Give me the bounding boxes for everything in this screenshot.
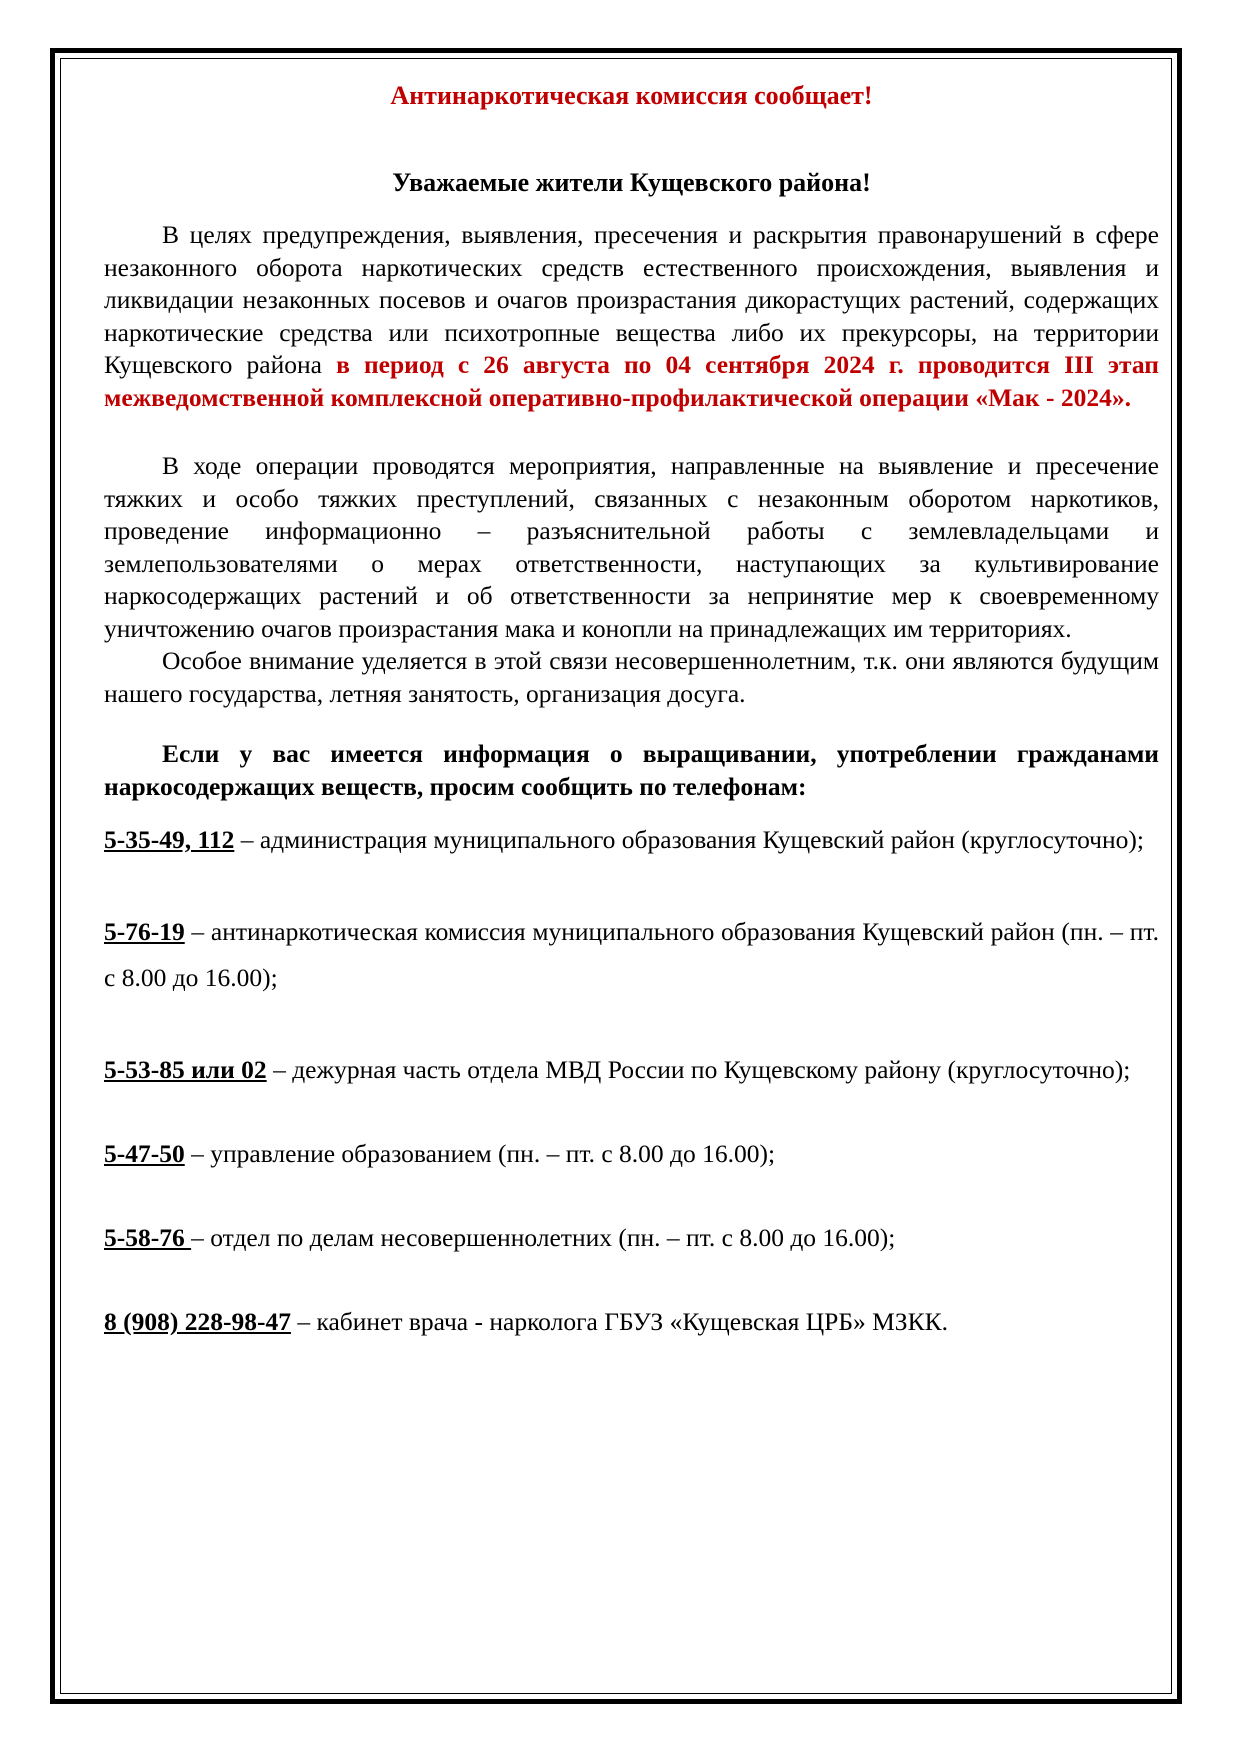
contact-description: – дежурная часть отдела МВД России по Кущевскому району (круглосуточно);	[266, 1055, 1131, 1084]
contact-item	[104, 1215, 1159, 1261]
notice-title: Антинаркотическая комиссия сообщает!	[390, 81, 873, 110]
phone-number: 5-76-19	[104, 917, 185, 946]
report-request: Если у вас имеется информация о выращивании, употреблении гражданами наркосодержащих веществ, просим сообщить по телефонам:	[104, 739, 1159, 801]
contact-description: – администрация муниципального образования Кущевский район (круглосуточно);	[234, 825, 1144, 854]
contact-item	[104, 1131, 1159, 1177]
contact-item	[104, 909, 1159, 1001]
contact-description: – управление образованием (пн. – пт. с 8.00 до 16.00);	[184, 1139, 776, 1168]
contact-item	[104, 1299, 1159, 1345]
operation-period-highlight: в период с 26 августа по 04 сентября 2024 г. проводится III этап межведомственной комплексной оперативно-профилактической операции «Мак - 2024».	[104, 350, 1159, 412]
intro-text: В целях предупреждения, выявления, пресечения и раскрытия правонарушений в сфере незаконного оборота наркотических средств естественного происхождения, выявления и ликвидации незаконных посевов и очагов произрастания дикорастущих растений, содержащих наркотические средства или психотропные вещества либо их прекурсоры, на территории Кущевского района	[104, 220, 1159, 379]
paragraph-operation-measures: В ходе операции проводятся мероприятия, направленные на выявление и пресечение тяжких и особо тяжких преступлений, связанных с незаконным оборотом наркотиков, проведение информационно – разъяснительной работы с землевладельцами и землепользователями о мерах ответственности, наступающих за культивирование наркосодержащих растений и об ответственности за непринятие мер к своевременному уничтожению очагов произрастания мака и конопли на принадлежащих им территориях.	[104, 451, 1159, 643]
contact-description: – антинаркотическая комиссия муниципального образования Кущевский район (пн. – пт. с 8.00 до 16.00);	[104, 917, 1159, 992]
notice-document	[104, 70, 1159, 1345]
phone-number: 5-35-49, 112	[104, 825, 235, 854]
contact-description: – кабинет врача - нарколога ГБУЗ «Кущевская ЦРБ» МЗКК.	[290, 1307, 948, 1336]
greeting-heading: Уважаемые жители Кущевского района!	[392, 167, 871, 197]
contact-description: – отдел по делам несовершеннолетних (пн. – пт. с 8.00 до 16.00);	[191, 1223, 896, 1252]
paragraph-minors-attention: Особое внимание уделяется в этой связи несовершеннолетним, т.к. они являются будущим нашего государства, летняя занятость, организация досуга.	[104, 646, 1159, 708]
phone-number: 5-58-76	[104, 1223, 192, 1252]
paragraph-operation-intro	[104, 219, 1159, 414]
contact-item	[104, 1047, 1159, 1093]
phone-number: 5-53-85 или 02	[104, 1055, 267, 1084]
phone-number: 8 (908) 228-98-47	[104, 1307, 291, 1336]
contact-item	[104, 817, 1159, 863]
phone-number: 5-47-50	[104, 1139, 185, 1168]
